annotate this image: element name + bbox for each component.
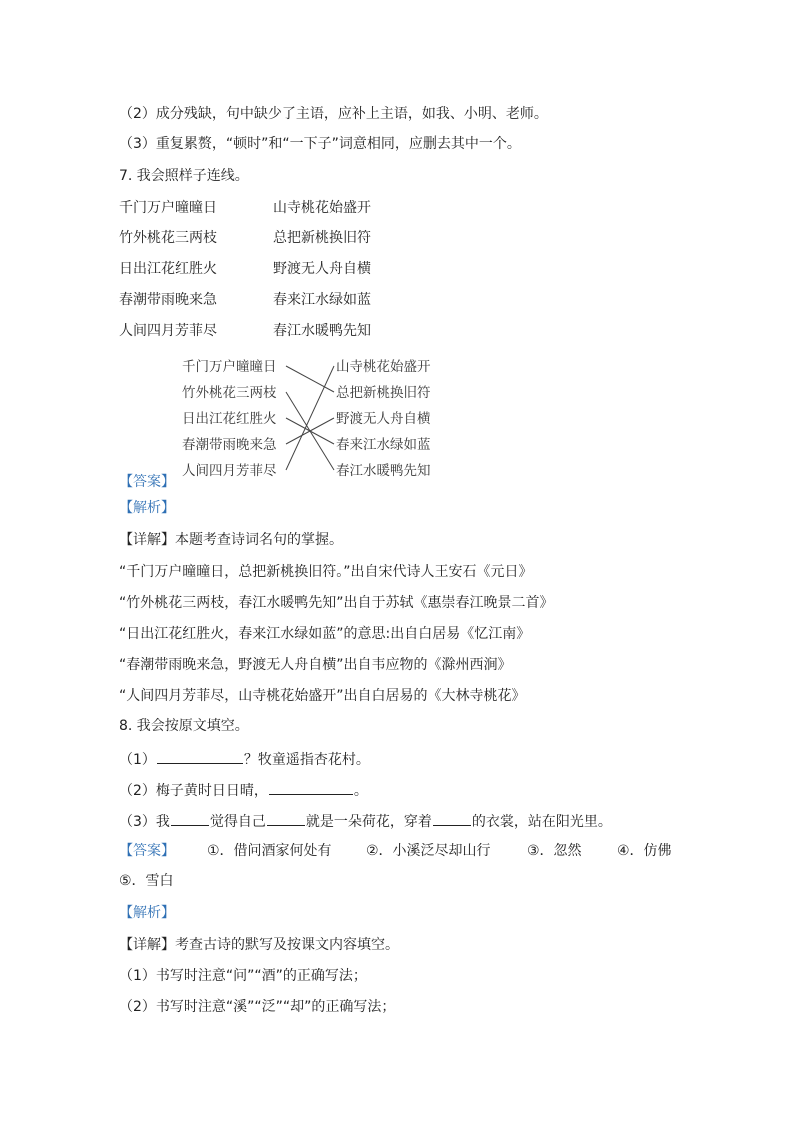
fig-right-5: 春江水暖鸭先知 [336,463,431,479]
q8-item3-a: （3）我 [119,814,170,830]
q8-note-1: （1）书写时注意“问”“酒”的正确写法； [119,968,367,984]
fig-right-2: 总把新桃换旧符 [336,385,431,401]
q8-item1-prefix: （1） [119,752,156,768]
matching-answer-figure [178,352,448,487]
q8-note-2: （2）书写时注意“溪”“泛”“却”的正确写法； [119,999,396,1015]
q8-blank-2 [269,779,353,795]
q7-left-5: 人间四月芳菲尽 [119,323,217,339]
q7-explanation-2: “竹外桃花三两枝，春江水暖鸭先知”出自于苏轼《惠崇春江晚景二首》 [119,595,554,611]
q7-detail [119,530,343,550]
q8-item-2 [119,779,368,801]
q8-detail-text: 考查古诗的默写及按课文内容填空。 [175,937,399,953]
fig-right-3: 野渡无人舟自横 [336,411,431,427]
q7-title: 7. 我会照样子连线。 [119,168,249,184]
note-line-2: （2）成分残缺，句中缺少了主语，应补上主语，如我、小明、老师。 [119,106,548,122]
q8-item3-c: 就是一朵荷花，穿着 [305,814,432,830]
q8-item2-suffix: 。 [353,783,368,799]
q7-explanation-1: “千门万户曈曈日，总把新桃换旧符。”出自宋代诗人王安石《元日》 [119,564,533,580]
q7-explanation-5: “人间四月芳菲尽，山寺桃花始盛开”出自白居易的《大林寺桃花》 [119,688,526,704]
q8-answer-3: ③．忽然 [527,843,582,859]
q7-explanation-4: “春潮带雨晚来急，野渡无人舟自横”出自韦应物的《滁州西涧》 [119,657,512,673]
q7-left-2: 竹外桃花三两枝 [119,230,217,246]
q7-right-4: 春来江水绿如蓝 [273,292,371,308]
q7-detail-text: 本题考查诗词名句的掌握。 [175,532,343,548]
q8-blank-3 [171,810,209,826]
q7-left-3: 日出江花红胜火 [119,261,217,277]
fig-left-5: 人间四月芳菲尽 [182,463,277,479]
q8-answer-4: ④．仿佛 [617,843,672,859]
match-line-1-2 [286,366,334,392]
q8-blank-4 [267,810,305,826]
fig-left-4: 春潮带雨晚来急 [182,437,277,453]
q8-detail-label: 【详解】 [119,937,175,953]
fig-left-2: 竹外桃花三两枝 [182,385,277,401]
q8-title: 8. 我会按原文填空。 [119,718,249,734]
q8-item3-b: 觉得自己 [209,814,266,830]
q8-answer-label: 【答案】 [119,843,175,859]
q7-analysis-label: 【解析】 [119,500,175,516]
q8-detail [119,935,399,955]
q7-right-2: 总把新桃换旧符 [273,230,371,246]
note-line-3: （3）重复累赘，“顿时”和“一下子”词意相同，应删去其中一个。 [119,136,521,152]
q7-right-5: 春江水暖鸭先知 [273,323,371,339]
q8-item-3 [119,810,612,832]
q8-item1-suffix: ？牧童遥指杏花村。 [243,752,370,768]
q7-answer-label: 【答案】 [119,474,175,490]
fig-right-4: 春来江水绿如蓝 [336,437,431,453]
match-line-5-1 [286,366,334,470]
q7-detail-label: 【详解】 [119,532,175,548]
q8-blank-1 [157,748,243,764]
q8-answer-5: ⑤．雪白 [119,873,174,889]
q8-answer-2: ②．小溪泛尽却山行 [366,843,491,859]
q8-item2-prefix: （2）梅子黄时日日晴， [119,783,268,799]
q8-answer-1: ①．借问酒家何处有 [207,843,332,859]
q7-left-1: 千门万户曈曈日 [119,200,217,216]
q8-analysis-label: 【解析】 [119,905,175,921]
q7-explanation-3: “日出江花红胜火，春来江水绿如蓝”的意思:出自白居易《忆江南》 [119,626,531,642]
fig-left-3: 日出江花红胜火 [182,411,277,427]
q8-blank-5 [433,810,471,826]
q7-right-3: 野渡无人舟自横 [273,261,371,277]
fig-right-1: 山寺桃花始盛开 [336,359,431,375]
fig-left-1: 千门万户曈曈日 [182,359,277,375]
q7-right-1: 山寺桃花始盛开 [273,200,371,216]
q7-left-4: 春潮带雨晚来急 [119,292,217,308]
q8-item-1 [119,748,370,770]
q8-item3-d: 的衣裳，站在阳光里。 [471,814,612,830]
